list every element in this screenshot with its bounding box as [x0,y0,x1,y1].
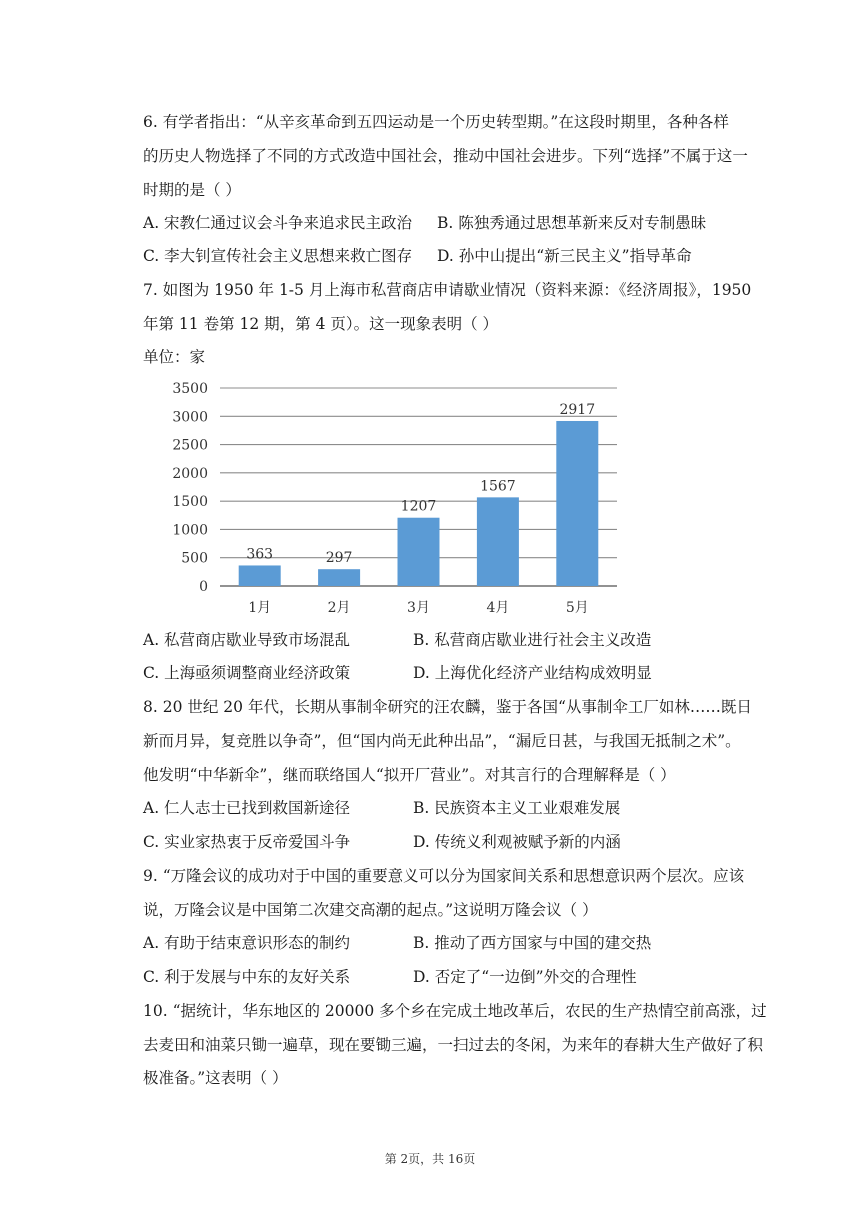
bar-value-label: 1207 [400,498,437,515]
q9-option-d: D. 否定了“一边倒”外交的合理性 [413,968,637,986]
x-tick-label: 3月 [407,600,430,616]
bar [239,565,281,586]
q7-unit-label: 单位：家 [143,348,206,366]
x-tick-label: 2月 [327,600,351,616]
bar-value-label: 2917 [559,401,596,418]
q7-bar-chart [143,372,643,620]
x-tick-label: 1月 [248,600,272,616]
q9-option-b: B. 推动了西方国家与中国的建交热 [413,934,652,952]
bar [556,421,598,586]
bar [477,497,519,586]
q7-line-1: 7. 如图为 1950 年 1-5 月上海市私营商店申请歇业情况（资料来源：《经济周报》，1950 [143,281,752,299]
bar-value-label: 363 [246,546,274,563]
q9-line-1: 9. “万隆会议的成功对于中国的重要意义可以分为国家间关系和思想意识两个层次。应该 [143,867,745,885]
q6-line-1: 6. 有学者指出：“从辛亥革命到五四运动是一个历史转型期。”在这段时期里，各种各样 [143,113,729,131]
q8-option-c: C. 实业家热衷于反帝爱国斗争 [143,833,351,851]
page-footer: 第 2页，共 16页 [384,1152,476,1166]
q8-line-3: 他发明“中华新伞”，继而联络国人“拟开厂营业”。对其言行的合理解释是（ ） [143,766,676,784]
q6-option-b: B. 陈独秀通过思想革新来反对专制愚昧 [437,214,707,232]
y-tick-label: 0 [199,579,208,595]
y-tick-label: 3500 [172,381,208,397]
bar-value-label: 1567 [480,478,516,495]
x-tick-label: 4月 [486,600,510,616]
q6-option-c: C. 李大钊宣传社会主义思想来救亡图存 [143,247,413,265]
y-tick-label: 2500 [172,437,208,454]
q7-line-2: 年第 11 卷第 12 期，第 4 页）。这一现象表明（ ） [143,315,499,333]
q9-option-a: A. 有助于结束意识形态的制约 [143,934,351,952]
bar [398,518,440,586]
q9-option-c: C. 利于发展与中东的友好关系 [143,968,351,986]
q8-option-a: A. 仁人志士已找到救国新途径 [143,799,351,817]
y-tick-label: 1500 [172,494,208,511]
q6-line-2: 的历史人物选择了不同的方式改造中国社会，推动中国社会进步。下列“选择”不属于这一 [143,147,748,165]
bar-value-label: 297 [325,550,353,567]
bar [318,569,360,586]
q6-line-3: 时期的是（ ） [143,181,241,199]
q7-option-d: D. 上海优化经济产业结构成效明显 [413,664,652,682]
y-tick-label: 1000 [172,522,208,539]
q6-option-d: D. 孙中山提出“新三民主义”指导革命 [437,247,692,265]
x-tick-label: 5月 [565,600,589,616]
q9-line-2: 说，万隆会议是中国第二次建交高潮的起点。”这说明万隆会议（ ） [143,901,598,919]
q7-option-c: C. 上海亟须调整商业经济政策 [143,664,351,682]
q10-line-2: 去麦田和油菜只锄一遍草，现在要锄三遍，一扫过去的冬闲，为来年的春耕大生产做好了积 [143,1036,764,1054]
q7-option-a: A. 私营商店歇业导致市场混乱 [143,631,351,649]
y-tick-label: 500 [181,550,208,567]
q6-option-a: A. 宋教仁通过议会斗争来追求民主政治 [143,214,413,232]
y-tick-label: 2000 [172,465,208,482]
q7-option-b: B. 私营商店歇业进行社会主义改造 [413,631,652,649]
q10-line-3: 极准备。”这表明（ ） [143,1069,288,1087]
q8-line-2: 新而月异，复竞胜以争奇”，但“国内尚无此种出品”，“漏卮日甚，与我国无抵制之术”。 [143,732,741,750]
y-tick-label: 3000 [172,409,208,426]
q10-line-1: 10. “据统计，华东地区的 20000 多个乡在完成土地改革后，农民的生产热情空前高涨，过 [143,1002,767,1020]
q8-line-1: 8. 20 世纪 20 年代，长期从事制伞研究的汪农麟，鉴于各国“从事制伞工厂如林……既日 [143,698,752,716]
q8-option-d: D. 传统义利观被赋予新的内涵 [413,833,621,851]
q8-option-b: B. 民族资本主义工业艰难发展 [413,799,621,817]
